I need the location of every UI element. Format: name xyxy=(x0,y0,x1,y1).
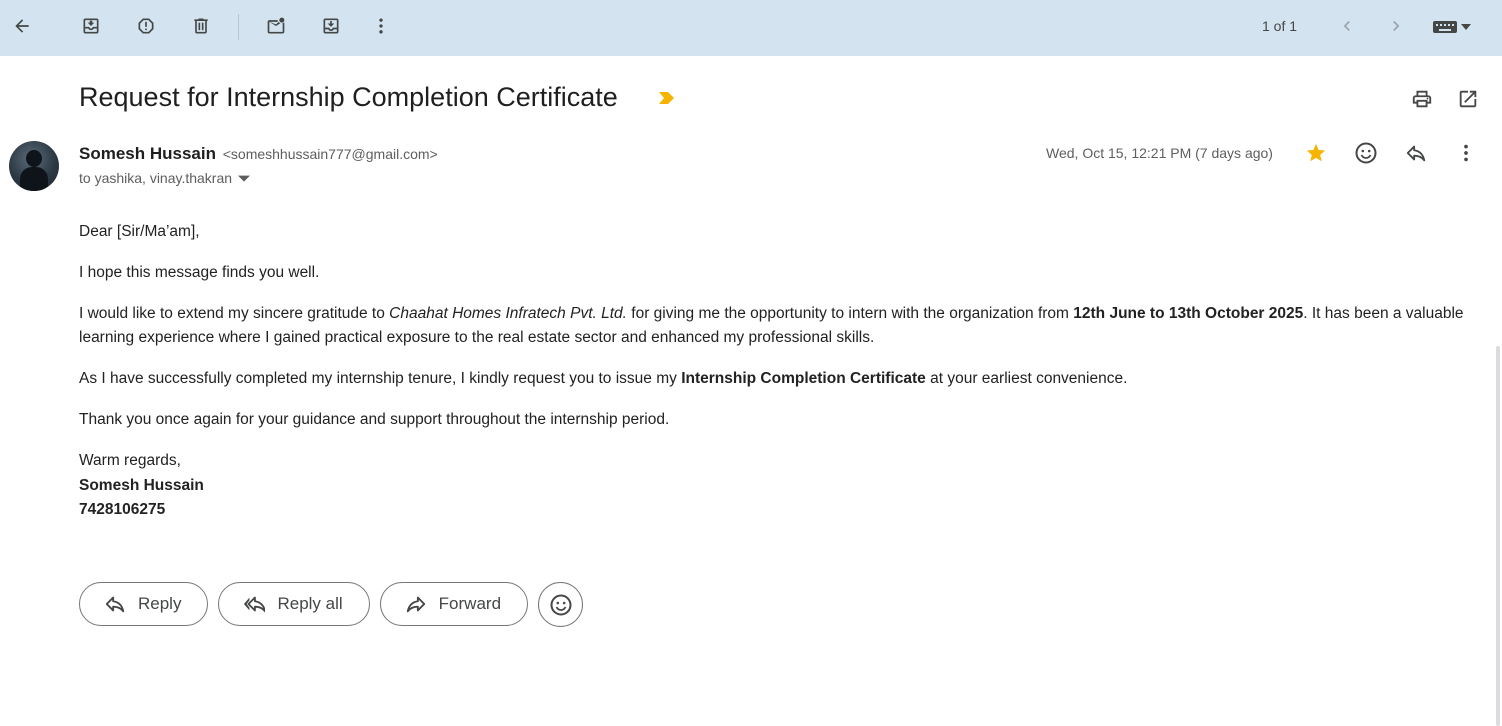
chevron-left-icon xyxy=(1337,16,1357,36)
text-run: As I have successfully completed my internship tenure, I kindly request you to issue my xyxy=(79,370,682,387)
add-reaction-button[interactable] xyxy=(1350,137,1382,169)
signature-phone: 7428106275 xyxy=(79,501,166,518)
forward-button[interactable] xyxy=(380,582,528,626)
reply-label: Reply xyxy=(138,594,182,613)
forward-icon xyxy=(405,593,427,615)
open-in-new-icon xyxy=(1457,88,1479,110)
back-button[interactable] xyxy=(6,10,38,42)
more-vert-icon xyxy=(371,16,391,36)
print-icon xyxy=(1411,88,1433,110)
scrollbar[interactable] xyxy=(1494,56,1502,726)
toolbar-divider xyxy=(238,14,239,40)
signature xyxy=(79,449,1479,523)
text-run: I would like to extend my sincere gratitude to xyxy=(79,305,390,322)
star-icon xyxy=(1305,142,1327,164)
avatar-head-shape xyxy=(26,150,42,167)
delete-button[interactable] xyxy=(185,10,217,42)
body-paragraph: Thank you once again for your guidance and support throughout the internship period. xyxy=(79,411,670,428)
pagination-count: 1 of 1 xyxy=(1262,18,1298,34)
arrow-back-icon xyxy=(12,16,32,36)
sender-line xyxy=(79,144,438,164)
scrollbar-thumb[interactable] xyxy=(1496,346,1500,726)
reply-all-label: Reply all xyxy=(277,594,343,613)
text-run: at your earliest convenience. xyxy=(925,370,1128,387)
company-name: Chaahat Homes Infratech Pvt. Ltd. xyxy=(389,305,627,322)
archive-button[interactable] xyxy=(75,10,107,42)
reply-all-button[interactable] xyxy=(218,582,369,626)
show-details-caret-icon[interactable] xyxy=(238,172,250,184)
print-all-button[interactable] xyxy=(1406,83,1438,115)
internship-dates: 12th June to 13th October 2025 xyxy=(1073,305,1304,322)
text-run: for giving me the opportunity to intern with the organization from xyxy=(626,305,1074,322)
keyboard-icon xyxy=(1433,19,1457,35)
important-label-icon xyxy=(657,90,677,106)
more-vert-icon xyxy=(1455,142,1477,164)
reply-all-icon xyxy=(243,593,265,615)
top-toolbar xyxy=(0,0,1502,56)
reply-button[interactable] xyxy=(79,582,208,626)
reply-actions xyxy=(79,582,583,627)
sender-name[interactable]: Somesh Hussain xyxy=(79,144,216,163)
body-paragraph xyxy=(79,367,1479,391)
emoji-icon xyxy=(1354,141,1378,165)
newer-button[interactable] xyxy=(1331,10,1363,42)
recipients-line xyxy=(79,170,250,186)
body-paragraph xyxy=(79,302,1479,350)
avatar-body-shape xyxy=(20,167,48,191)
caret-down-icon xyxy=(1461,22,1471,32)
sender-email: <someshhussain777@gmail.com> xyxy=(222,146,438,162)
move-to-icon xyxy=(321,16,341,36)
text-run: . It has been a valuable learning experience where I gained practical exposure to the real estate sector and enhanced my professional skills. xyxy=(79,305,1464,346)
trash-icon xyxy=(191,16,211,36)
reply-icon xyxy=(1405,142,1427,164)
chevron-right-icon xyxy=(1386,16,1406,36)
sender-avatar[interactable] xyxy=(9,141,59,191)
report-spam-button[interactable] xyxy=(130,10,162,42)
reply-icon xyxy=(104,593,126,615)
mark-unread-button[interactable] xyxy=(260,10,292,42)
body-paragraph: I hope this message finds you well. xyxy=(79,264,320,281)
more-options-button[interactable] xyxy=(365,10,397,42)
message-more-button[interactable] xyxy=(1450,137,1482,169)
important-marker[interactable] xyxy=(657,90,677,111)
emoji-icon xyxy=(549,593,573,617)
email-date: Wed, Oct 15, 12:21 PM (7 days ago) xyxy=(1046,145,1273,161)
archive-icon xyxy=(81,16,101,36)
reply-icon-button[interactable] xyxy=(1400,137,1432,169)
older-button[interactable] xyxy=(1380,10,1412,42)
emoji-reaction-button[interactable] xyxy=(538,582,583,627)
signature-name: Somesh Hussain xyxy=(79,476,204,494)
greeting: Dear [Sir/Ma’am], xyxy=(79,223,200,240)
open-new-window-button[interactable] xyxy=(1452,83,1484,115)
mark-unread-icon xyxy=(266,16,286,36)
recipients-text: to yashika, vinay.thakran xyxy=(79,170,233,186)
certificate-name: Internship Completion Certificate xyxy=(681,370,926,387)
star-button[interactable] xyxy=(1300,137,1332,169)
move-to-button[interactable] xyxy=(315,10,347,42)
input-tools-button[interactable] xyxy=(1428,12,1476,42)
email-subject: Request for Internship Completion Certificate xyxy=(79,82,618,112)
forward-label: Forward xyxy=(438,594,502,613)
closing: Warm regards, xyxy=(79,452,181,469)
report-spam-icon xyxy=(136,16,156,36)
email-body xyxy=(79,220,1479,523)
